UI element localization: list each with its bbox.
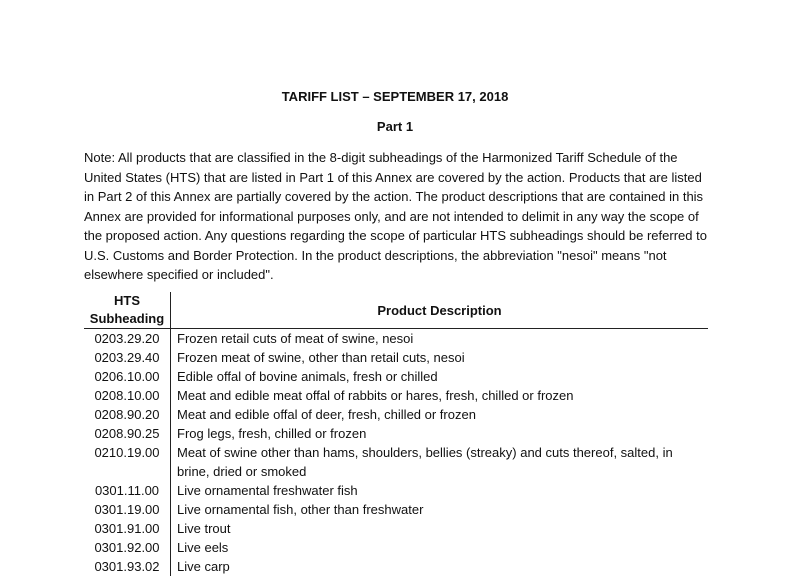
hts-code-cell: 0208.10.00 (84, 386, 171, 405)
hts-code-cell: 0301.91.00 (84, 519, 171, 538)
hts-code-cell: 0203.29.20 (84, 329, 171, 349)
description-cell: Meat and edible offal of deer, fresh, chilled or frozen (177, 407, 476, 422)
table-row (84, 424, 708, 443)
description-cell: Edible offal of bovine animals, fresh or chilled (177, 369, 438, 384)
description-cell: Live ornamental freshwater fish (177, 483, 358, 498)
hts-code-cell: 0206.10.00 (84, 367, 171, 386)
table-row (84, 348, 708, 367)
table-row (84, 481, 708, 500)
description-cell: Frozen retail cuts of meat of swine, nesoi (177, 331, 414, 346)
hts-code-cell: 0203.29.40 (84, 348, 171, 367)
part-heading: Part 1 (376, 119, 414, 134)
hts-code-cell: 0210.19.00 (84, 443, 171, 481)
table-row (84, 443, 708, 481)
table-row (84, 405, 708, 424)
hts-subheading-header (84, 292, 171, 329)
hts-code-cell: 0208.90.25 (84, 424, 171, 443)
description-cell: Live trout (177, 521, 231, 536)
description-cell: Frozen meat of swine, other than retail cuts, nesoi (177, 350, 465, 365)
product-description-header: Product Description (171, 292, 709, 329)
table-row (84, 557, 708, 576)
document-title: TARIFF LIST – SEPTEMBER 17, 2018 (281, 89, 509, 104)
tariff-table-container (84, 292, 708, 576)
table-row (84, 538, 708, 557)
note-paragraph: Note: All products that are classified in the 8-digit subheadings of the Harmonized Tariff Schedule of the United States (HTS) that are listed in Part 1 of this Annex are covered by the action. Products that are listed in Part 2 of this Annex are partially covered by the action. The product descriptions that are contained in this Annex are provided for informational purposes only, and are not intended to delimit in any way the scope of the proposed action. Any questions regarding the scope of particular HTS subheadings should be referred to U.S. Customs and Border Protection. In the product descriptions, the abbreviation "nesoi" means "not elsewhere specified or included". (84, 150, 707, 282)
hts-code-cell: 0301.19.00 (84, 500, 171, 519)
description-cell: Meat and edible meat offal of rabbits or hares, fresh, chilled or frozen (177, 388, 574, 403)
table-row (84, 367, 708, 386)
description-cell: Live eels (177, 540, 229, 555)
description-cell: Live ornamental fish, other than freshwater (177, 502, 424, 517)
table-row (84, 386, 708, 405)
description-cell: Frog legs, fresh, chilled or frozen (177, 426, 367, 441)
hts-header-line2: Subheading (89, 311, 165, 326)
description-cell: Live carp (177, 559, 230, 574)
hts-code-cell: 0301.93.02 (84, 557, 171, 576)
table-row (84, 500, 708, 519)
hts-header-line1: HTS (114, 293, 140, 308)
table-header-row (84, 292, 708, 329)
table-row (84, 329, 708, 349)
table-row (84, 519, 708, 538)
description-cell: Meat of swine other than hams, shoulders, bellies (streaky) and cuts thereof, salted, in brine, dried or smoked (177, 445, 673, 479)
hts-code-cell: 0301.11.00 (84, 481, 171, 500)
hts-code-cell: 0208.90.20 (84, 405, 171, 424)
hts-code-cell: 0301.92.00 (84, 538, 171, 557)
tariff-table (84, 292, 708, 576)
